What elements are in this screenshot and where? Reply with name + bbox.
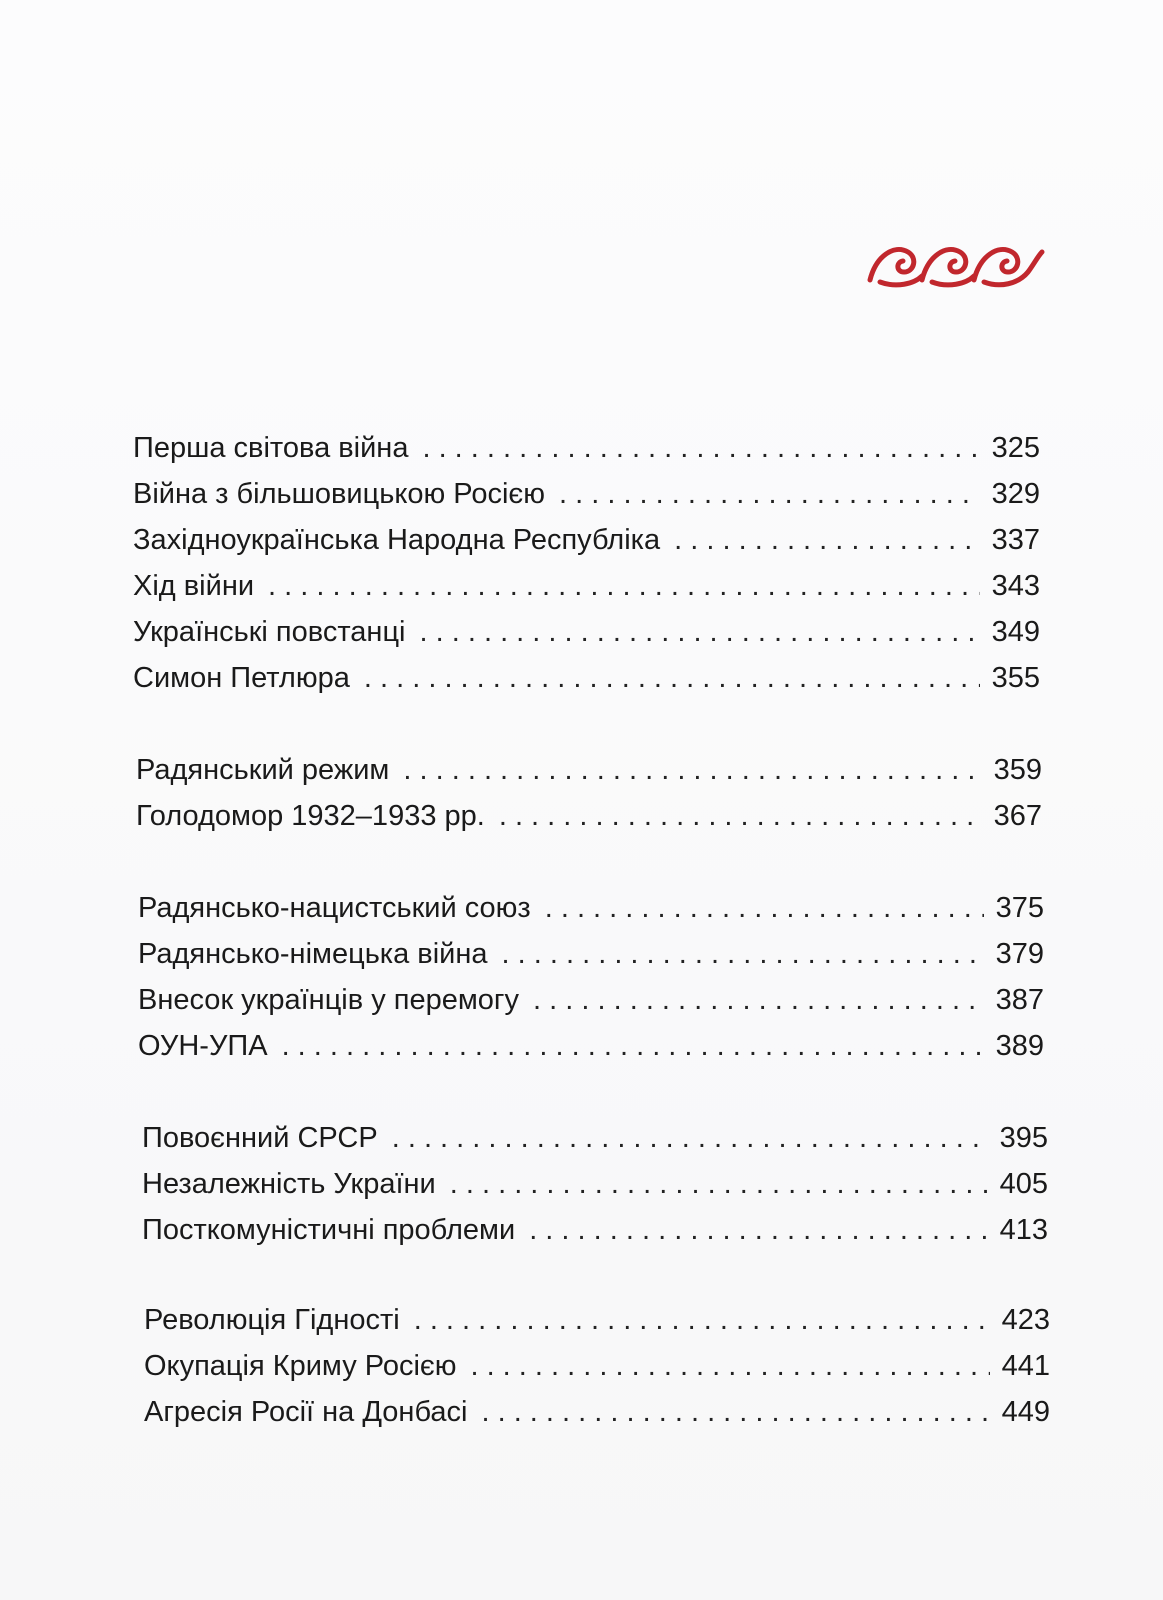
toc-entry[interactable] [133,520,1040,560]
toc-entry-title: Українські повстанці [133,616,406,648]
toc-entry[interactable] [138,888,1044,928]
toc-entry-page: 337 [991,524,1040,556]
toc-entry-page: 449 [1001,1396,1050,1428]
toc-entry[interactable] [133,612,1040,652]
toc-entry-title: Революція Гідності [144,1304,400,1336]
toc-entry-title: Війна з більшовицькою Росією [133,478,545,510]
toc-entry-title: Перша світова війна [133,432,409,464]
dot-leader [470,1346,989,1386]
toc-entry-title: Посткомуністичні проблеми [142,1214,516,1246]
dot-leader [364,658,980,698]
toc-entry-page: 359 [993,754,1042,786]
toc-entry[interactable] [144,1346,1050,1386]
toc-entry[interactable] [136,750,1042,790]
toc-entry-title: ОУН-УПА [138,1030,268,1062]
toc-entry-title: Окупація Криму Росією [144,1350,457,1382]
toc-entry-title: Радянсько-німецька війна [138,938,488,970]
dot-leader [529,1210,987,1250]
toc-entry[interactable] [142,1164,1048,1204]
toc-entry[interactable] [142,1210,1048,1250]
dot-leader [422,428,979,468]
toc-entry[interactable] [144,1300,1050,1340]
toc-entry-page: 441 [1001,1350,1050,1382]
toc-entry-page: 405 [999,1168,1048,1200]
dot-leader [499,796,982,836]
dot-leader [414,1300,990,1340]
toc-entry-page: 367 [993,800,1042,832]
toc-entry-page: 379 [995,938,1044,970]
toc-entry-page: 413 [999,1214,1048,1246]
dot-leader [403,750,981,790]
dot-leader [559,474,980,514]
toc-entry[interactable] [136,796,1042,836]
dot-leader [268,566,980,606]
toc-entry-title: Симон Петлюра [133,662,350,694]
toc-entry-page: 349 [991,616,1040,648]
dot-leader [481,1392,989,1432]
dot-leader [420,612,980,652]
toc-entry-page: 423 [1001,1304,1050,1336]
toc-entry-title: Агресія Росії на Донбасі [144,1396,468,1428]
toc-entry-title: Голодомор 1932–1933 рр. [136,800,485,832]
toc-entry-page: 325 [991,432,1040,464]
toc-entry-title: Хід війни [133,570,255,602]
dot-leader [282,1026,984,1066]
toc-entry-page: 395 [999,1122,1048,1154]
toc-entry-page: 343 [991,570,1040,602]
toc-entry-page: 375 [995,892,1044,924]
toc-entry[interactable] [133,428,1040,468]
toc-entry[interactable] [138,1026,1044,1066]
dot-leader [392,1118,988,1158]
toc-entry[interactable] [138,980,1044,1020]
dot-leader [533,980,984,1020]
toc-entry-title: Радянсько-нацистський союз [138,892,531,924]
toc-entry[interactable] [133,566,1040,606]
toc-entry-title: Незалежність України [142,1168,436,1200]
toc-entry[interactable] [138,934,1044,974]
dot-leader [545,888,984,928]
toc-entry[interactable] [142,1118,1048,1158]
dot-leader [450,1164,988,1204]
dot-leader [674,520,979,560]
toc-entry-page: 355 [991,662,1040,694]
toc-entry[interactable] [133,474,1040,514]
toc-entry-page: 387 [995,984,1044,1016]
toc-entry-title: Західноукраїнська Народна Республіка [133,524,661,556]
toc-entry-title: Радянський режим [136,754,390,786]
toc-entry-page: 389 [995,1030,1044,1062]
toc-entry[interactable] [144,1392,1050,1432]
dot-leader [502,934,984,974]
toc-entry-page: 329 [991,478,1040,510]
toc-entry-title: Повоєнний СРСР [142,1122,378,1154]
toc-entry-title: Внесок українців у перемогу [138,984,520,1016]
toc-entry[interactable] [133,658,1040,698]
